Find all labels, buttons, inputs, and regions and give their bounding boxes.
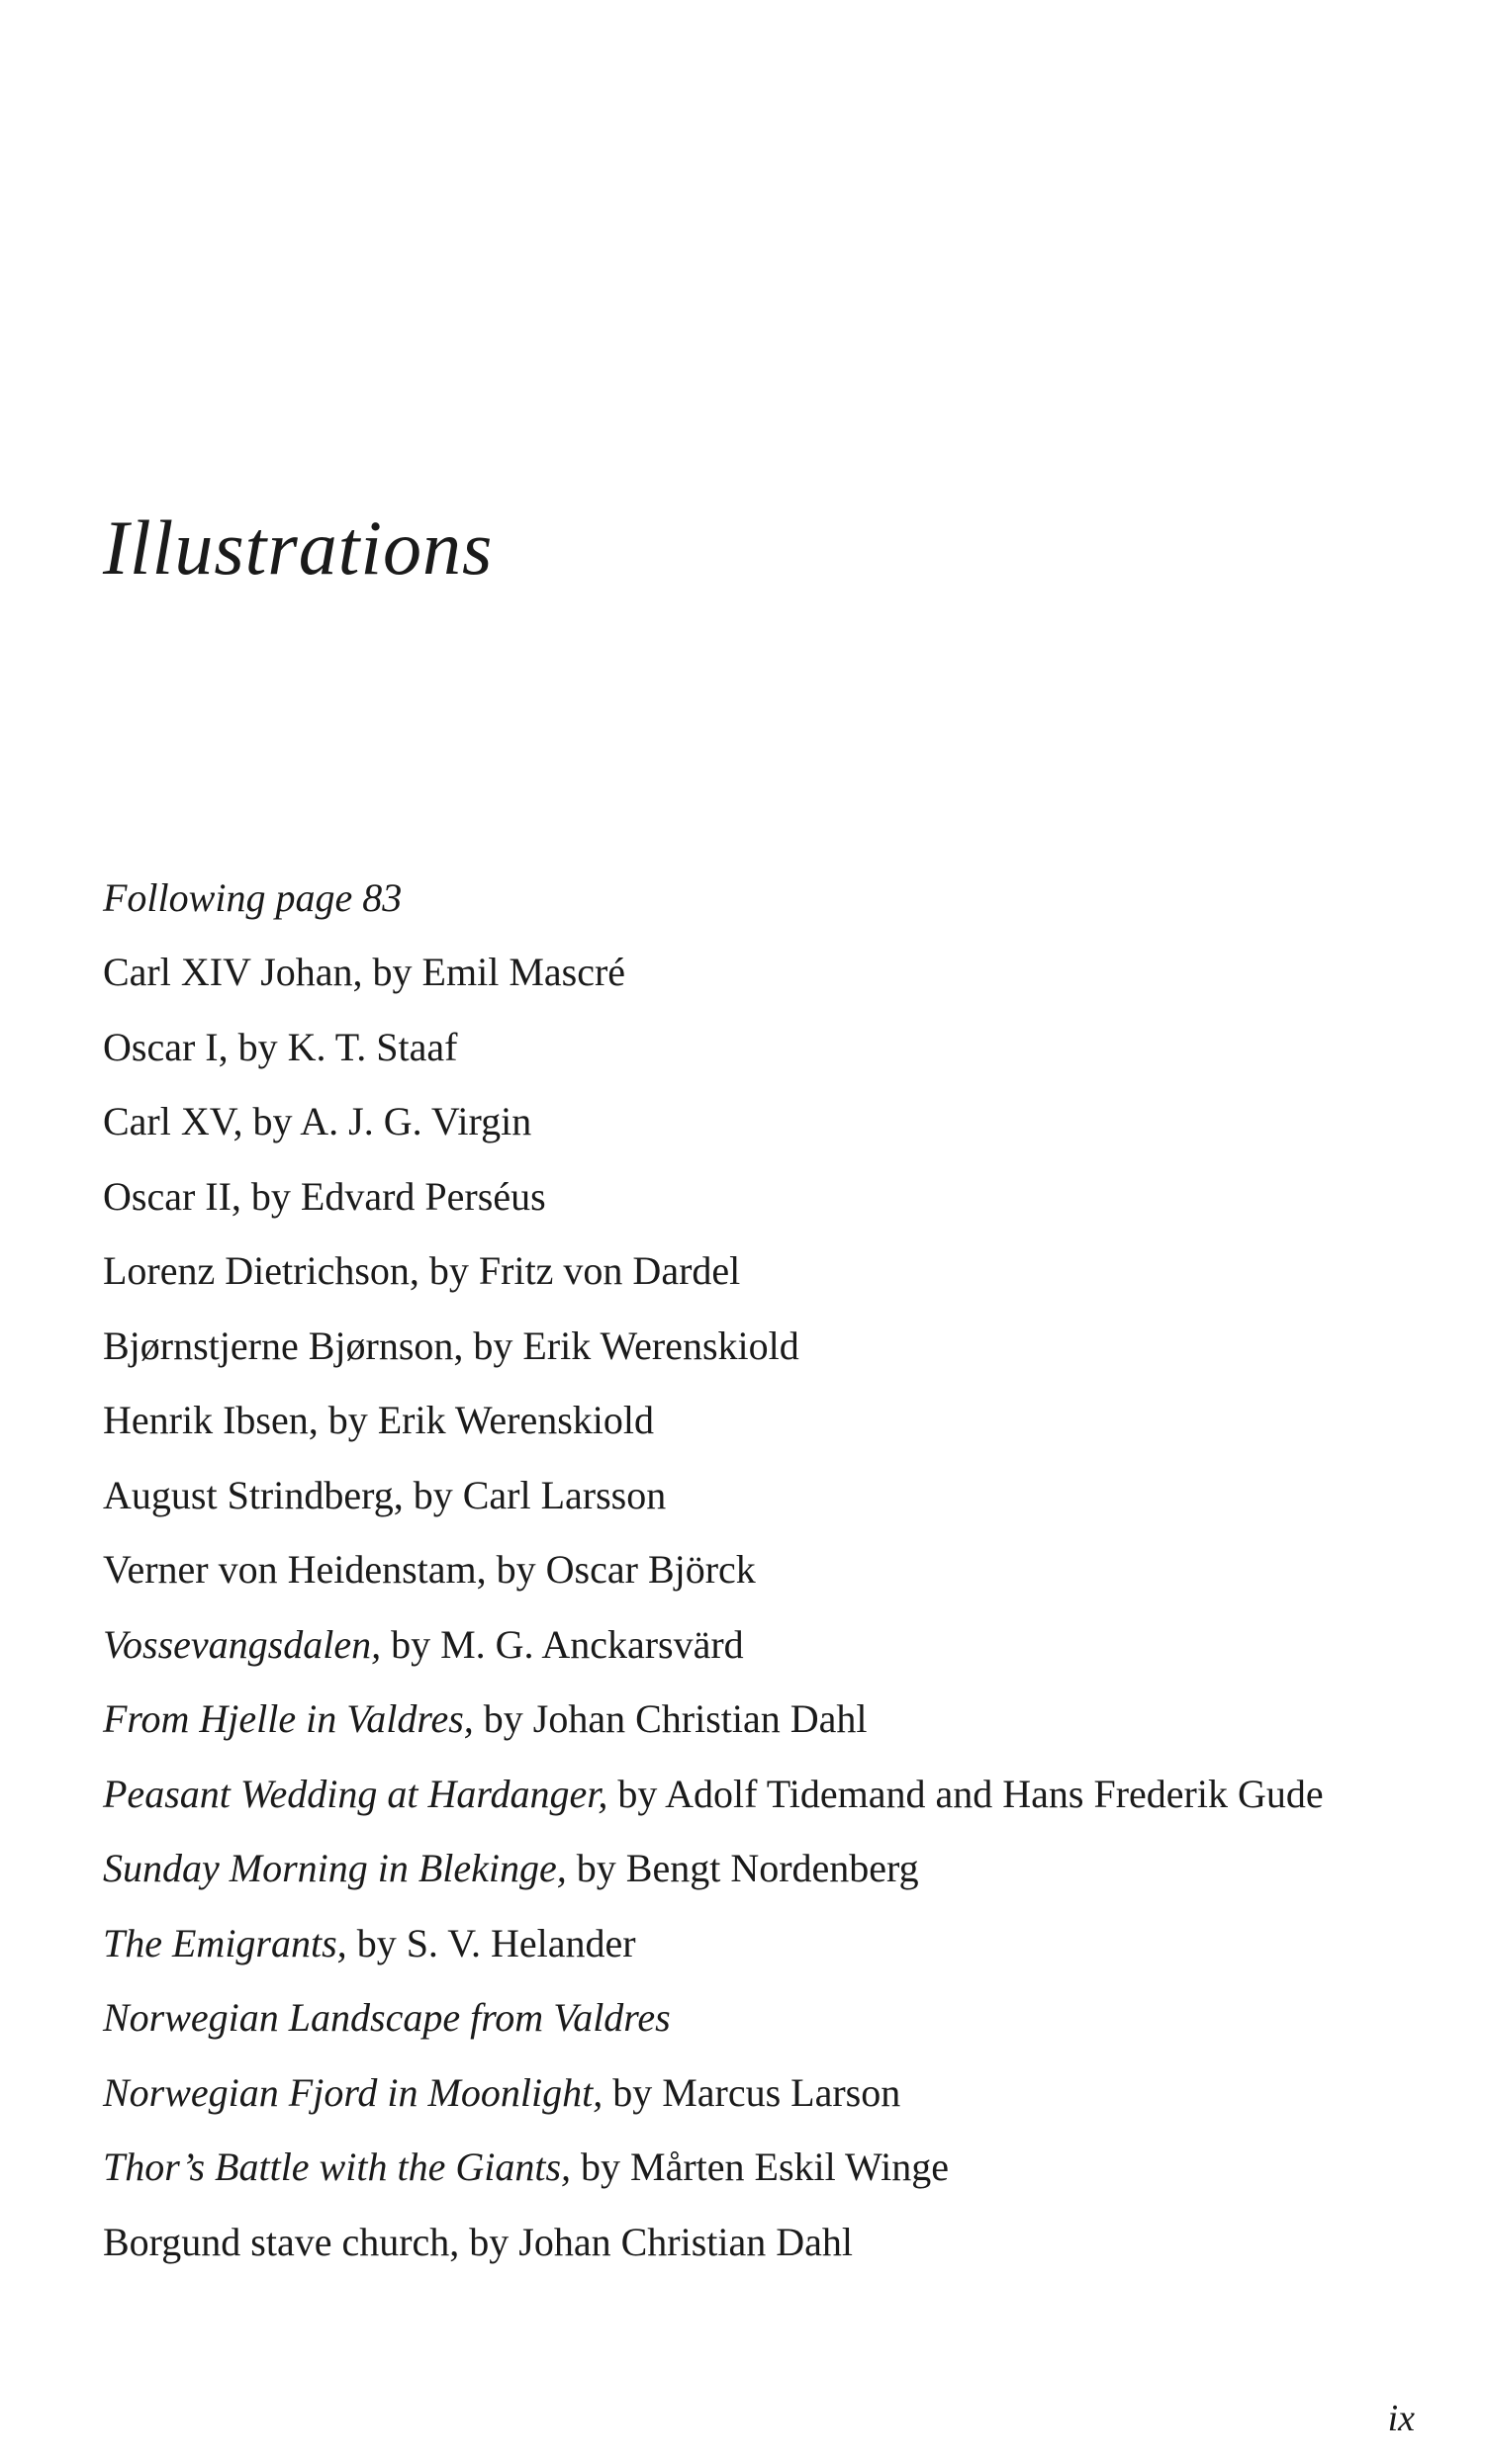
- work-credit: Lorenz Dietrichson, by Fritz von Dardel: [103, 1248, 741, 1293]
- list-item: [103, 1472, 1448, 1551]
- work-credit: by Mårten Eskil Winge: [571, 2145, 950, 2189]
- work-title: Thor’s Battle with the Giants,: [103, 2145, 572, 2189]
- work-title: Norwegian Fjord in Moonlight,: [103, 2069, 604, 2115]
- list-item: [103, 2147, 1448, 2223]
- list-item: [103, 1920, 1448, 1999]
- work-credit: Carl XIV Johan, by Emil Mascré: [103, 950, 626, 994]
- list-item: [103, 1398, 1448, 1476]
- work-credit: by Johan Christian Dahl: [473, 1696, 868, 1741]
- work-title: Sunday Morning in Blekinge,: [103, 1846, 567, 1890]
- work-credit: Henrik Ibsen, by Erik Werenskiold: [103, 1398, 655, 1442]
- list-item: [103, 1696, 1448, 1775]
- work-credit: Verner von Heidenstam, by Oscar Björck: [103, 1547, 756, 1592]
- work-credit: by M. G. Anckarsvärd: [381, 1621, 744, 1667]
- work-title: Norwegian Landscape from Valdres: [103, 1995, 671, 2040]
- list-item: [103, 1323, 1448, 1402]
- list-item: [103, 1173, 1448, 1252]
- list-item: [103, 1099, 1448, 1177]
- work-credit: by Marcus Larson: [603, 2069, 901, 2115]
- list-item: [103, 1024, 1448, 1103]
- page-title: Illustrations: [103, 504, 494, 591]
- list-item: [103, 1547, 1448, 1625]
- section-heading: Following page 83: [103, 875, 403, 920]
- work-credit: by S. V. Helander: [346, 1920, 636, 1965]
- work-title: The Emigrants,: [103, 1920, 347, 1965]
- list-item: [103, 1621, 1448, 1700]
- list-item: [103, 950, 1448, 1028]
- page-number: ix: [1387, 2398, 1415, 2439]
- work-credit: by Adolf Tidemand and Hans Frederik Gude: [607, 1771, 1324, 1816]
- list-item: [103, 1771, 1448, 1850]
- list-item: [103, 1248, 1448, 1326]
- work-title: Vossevangsdalen,: [103, 1621, 382, 1667]
- list-item: [103, 1846, 1448, 1924]
- work-credit: Oscar I, by K. T. Staaf: [103, 1024, 458, 1069]
- work-credit: Carl XV, by A. J. G. Virgin: [103, 1099, 532, 1143]
- work-credit: by Bengt Nordenberg: [566, 1846, 919, 1890]
- illustration-list: [103, 950, 1448, 2297]
- list-item: [103, 1995, 1448, 2073]
- list-item: [103, 2219, 1448, 2298]
- work-title: Peasant Wedding at Hardanger,: [103, 1771, 608, 1816]
- work-credit: Oscar II, by Edvard Perséus: [103, 1173, 546, 1219]
- work-title: From Hjelle in Valdres,: [103, 1696, 474, 1741]
- work-credit: August Strindberg, by Carl Larsson: [103, 1472, 667, 1517]
- list-item: [103, 2069, 1448, 2148]
- work-credit: Borgund stave church, by Johan Christian Dahl: [103, 2219, 854, 2264]
- work-credit: Bjørnstjerne Bjørnson, by Erik Werenskiold: [103, 1323, 799, 1368]
